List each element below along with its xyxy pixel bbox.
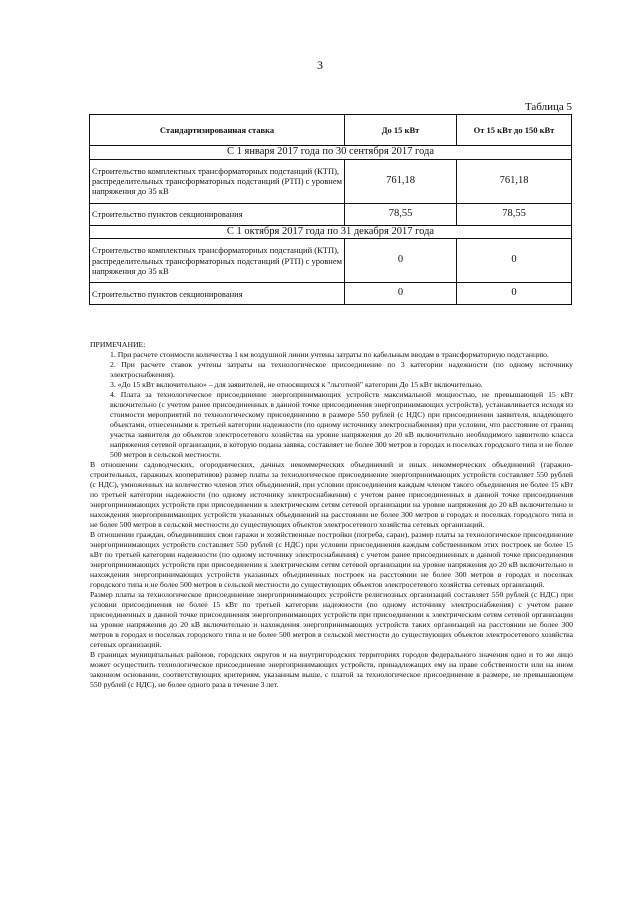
row-value-b: 0 (457, 239, 572, 283)
page-number: 3 (317, 58, 323, 72)
rates-table (89, 114, 572, 305)
header-rate: Стандартизированная ставка (90, 115, 345, 146)
note-item: 1. При расчете стоимости количества 1 км воздушной линии учтены затраты по кабельным вводам в трансформаторную подстанцию. (110, 350, 549, 359)
table-header-row (90, 115, 572, 146)
row-value-a: 0 (345, 283, 457, 305)
table-row (90, 283, 572, 305)
header-15-150kw: От 15 кВт до 150 кВт (457, 115, 572, 146)
notes-section (90, 340, 573, 690)
period-row (90, 225, 572, 239)
note-paragraph: Размер платы за технологическое присоединение энергопринимающих устройств религиозных организаций составляет 550 рублей (с НДС) при условии присоединения не более 15 кВт по третьей категории надежности (по одному источнику электроснабжения) с учетом ранее присоединенных в данной точке присоединения энергопринимающих устройств при присоединении к электрическим сетям сетевой организации на уровне напряжения до 20 кВ включительно и нахождения энергопринимающих устройств таких организаций на расстоянии не более 300 метров в городах и поселках городского типа и не более 500 метров в сельской местности до существующих объектов электросетевого хозяйства сетевых организаций. (90, 590, 573, 649)
row-value-a: 761,18 (345, 159, 457, 203)
note-item: 4. Плата за технологическое присоединение энергопринимающих устройств максимальной мощностью, не превышающей 15 кВт включительно (с учетом ранее присоединенных в данной точке присоединения энергопринимающих устройств), устанавливается исходя из стоимости мероприятий по технологическому присоединению в размере 550 рублей (с НДС) при присоединении заявителя, владеющего объектами, отнесенными к третьей категории надежности (по одному источнику электроснабжения) при условии, что расстояние от границ участка заявителя до объектов электросетевого хозяйства на уровне напряжения до 20 кВ включительно необходимого заявителю класса напряжения сетевой организации, в которую подана заявка, составляет не более 300 метров в городах и поселках городского типа и не более 500 метров в сельской местности. (110, 390, 573, 459)
row-value-a: 78,55 (345, 203, 457, 225)
period-row (90, 146, 572, 160)
table-row (90, 239, 572, 283)
row-value-b: 78,55 (457, 203, 572, 225)
row-label: Строительство пунктов секционирования (90, 203, 345, 225)
note-item: 3. «До 15 кВт включительно» – для заявителей, не относящихся к "льготной" категории До 15 кВт включительно. (110, 380, 483, 389)
header-up-to-15kw: До 15 кВт (345, 115, 457, 146)
table-row (90, 203, 572, 225)
notes-title: ПРИМЕЧАНИЕ: (90, 340, 146, 349)
note-item: 2. При расчете ставок учтены затраты на технологическое присоединение по 3 категории надежности (по одному источнику электроснабжения). (110, 360, 573, 379)
note-paragraph: В отношении граждан, объединивших свои гаражи и хозяйственные постройки (погреба, сараи), размер платы за технологическое присоединение энергопринимающих устройств составляет 550 рублей (с НДС) при условии присоединения каждым собственником этих построек не более 15 кВт по третьей категории надежности (по одному источнику электроснабжения) с учетом ранее присоединенных в данной точке присоединения энергопринимающих устройств при присоединении к электрическим сетям сетевой организации на уровне напряжения до 20 кВ включительно и нахождения энергопринимающих устройств указанных объединенных построек на расстоянии не более 300 метров в городах и поселках городского типа и не более 500 метров в сельской местности до существующих объектов электросетевого хозяйства сетевых организаций. (90, 530, 573, 589)
note-paragraph: В отношении садоводческих, огороднических, дачных некоммерческих объединений и иных некоммерческих объединений (гаражно-строительных, гаражных кооперативов) размер платы за технологическое присоединение энергопринимающих устройств составляет 550 рублей (с НДС), умноженных на количество членов этих объединений, при условии присоединения каждым членом такого объединения не более 15 кВт по третьей категории надежности (по одному источнику электроснабжения) с учетом ранее присоединенных в данной точке присоединения энергопринимающих устройств при присоединении к электрическим сетям сетевой организации на уровне напряжения до 20 кВ включительно и нахождения энергопринимающих устройств указанных объединений на расстоянии не более 300 метров в городах и поселках городского типа и не более 500 метров в сельской местности до существующих объектов электросетевого хозяйства сетевых организаций. (90, 460, 573, 529)
row-label: Строительство комплектных трансформаторных подстанций (КТП), распределительных трансформаторных подстанций (РТП) с уровнем напряжения до 35 кВ (90, 239, 345, 283)
row-value-b: 761,18 (457, 159, 572, 203)
row-label: Строительство пунктов секционирования (90, 283, 345, 305)
period-label: С 1 января 2017 года по 30 сентября 2017 года (90, 146, 572, 160)
row-value-b: 0 (457, 283, 572, 305)
table-caption: Таблица 5 (524, 101, 572, 113)
note-paragraph: В границах муниципальных районов, городских округов и на внутригородских территориях городов федерального значения одно и то же лицо может осуществить технологическое присоединение энергопринимающих устройств, принадлежащих ему на праве собственности или на ином законном основании, соответствующих критериям, указанным выше, с платой за технологическое присоединение в размере, не превышающем 550 рублей (с НДС), не более одного раза в течение 3 лет. (90, 650, 573, 689)
row-value-a: 0 (345, 239, 457, 283)
table-row (90, 159, 572, 203)
row-label: Строительство комплектных трансформаторных подстанций (КТП), распределительных трансформаторных подстанций (РТП) с уровнем напряжения до 35 кВ (90, 159, 345, 203)
period-label: С 1 октября 2017 года по 31 декабря 2017 года (90, 225, 572, 239)
